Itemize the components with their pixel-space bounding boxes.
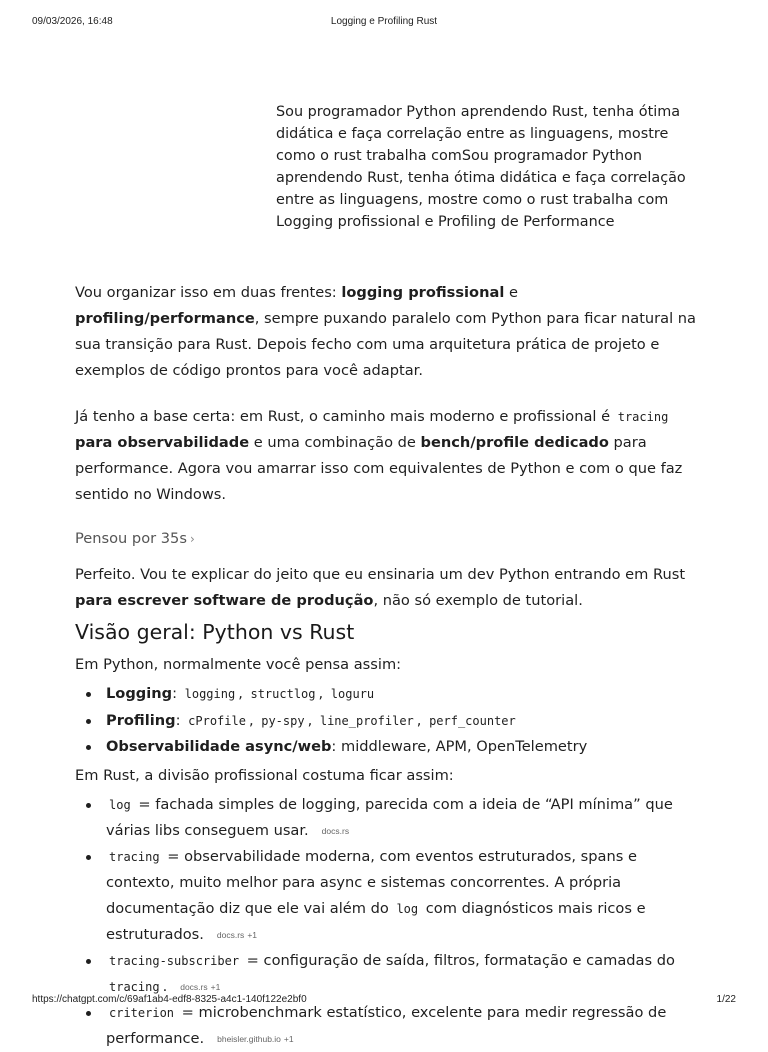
list-item: log = fachada simples de logging, parecida com a ideia de “API mínima” que várias libs conseguem usar. docs.rs [75, 792, 700, 844]
list-item: tracing-subscriber = configuração de saída, filtros, formatação e camadas do tracing . docs.rs +1 [75, 948, 700, 1000]
print-datetime: 09/03/2026, 16:48 [32, 16, 113, 27]
section-heading: Visão geral: Python vs Rust [75, 620, 355, 644]
chevron-right-icon: › [189, 532, 195, 546]
print-page-title: Logging e Profiling Rust [330, 16, 438, 27]
answer-intro-paragraph: Perfeito. Vou te explicar do jeito que eu ensinaria um dev Python entrando em Rust para escrever software de produção, não só exemplo de tutorial. [75, 566, 686, 609]
print-page-number: 1/22 [716, 994, 736, 1005]
user-message: Sou programador Python aprendendo Rust, tenha ótima didática e faça correlação entre as linguagens, mostre como o rust trabalha comSou programador Python aprendendo Rust, tenha ótima didática e faça correlação entre as linguagens, mostre como o rust trabalha com Logging profissional e Profiling de Performance [276, 104, 686, 230]
list-item: tracing = observabilidade moderna, com eventos estruturados, spans e contexto, muito melhor para async e sistemas concorrentes. A própria documentação diz que ele vai além do log com diagnósticos mais ricos e estruturados. docs.rs +1 [75, 844, 700, 948]
thought-label: Pensou por 35s [75, 530, 187, 547]
python-intro: Em Python, normalmente você pensa assim: [75, 656, 402, 673]
source-citation-link[interactable]: docs.rs +1 [216, 929, 258, 940]
rust-intro: Em Rust, a divisão profissional costuma ficar assim: [75, 766, 454, 784]
inline-code: tracing [617, 410, 669, 424]
source-citation-link[interactable]: docs.rs [321, 825, 350, 836]
list-item: Observabilidade async/web: middleware, APM, OpenTelemetry [75, 734, 700, 760]
list-item: Logging: logging , structlog , loguru [75, 681, 700, 708]
python-list [75, 681, 700, 760]
source-citation-link[interactable]: bheisler.github.io +1 [217, 1033, 294, 1044]
assistant-response [75, 280, 700, 1052]
base-paragraph: Já tenho a base certa: em Rust, o caminho mais moderno e profissional é tracing para observabilidade e uma combinação de bench/profile dedicado para performance. Agora vou amarrar isso com equivalentes de Python e com o que faz sentido no Windows. [75, 408, 683, 503]
thought-toggle[interactable] [75, 526, 195, 552]
list-item: criterion = microbenchmark estatístico, excelente para medir regressão de performance. bheisler.github.io +1 [75, 1000, 700, 1052]
print-footer [32, 994, 736, 1008]
rust-list [75, 792, 700, 1052]
print-header [32, 16, 736, 30]
source-citation-link[interactable]: docs.rs +1 [180, 981, 221, 992]
list-item: Profiling: cProfile , py-spy , line_profiler , perf_counter [75, 708, 700, 735]
intro-paragraph: Vou organizar isso em duas frentes: logging profissional e profiling/performance, sempre puxando paralelo com Python para ficar natural na sua transição para Rust. Depois fecho com uma arquitetura prática de projeto e exemplos de código prontos para você adaptar. [75, 284, 696, 379]
print-url: https://chatgpt.com/c/69af1ab4-edf8-8325-a4c1-140f122e2bf0 [32, 994, 307, 1005]
